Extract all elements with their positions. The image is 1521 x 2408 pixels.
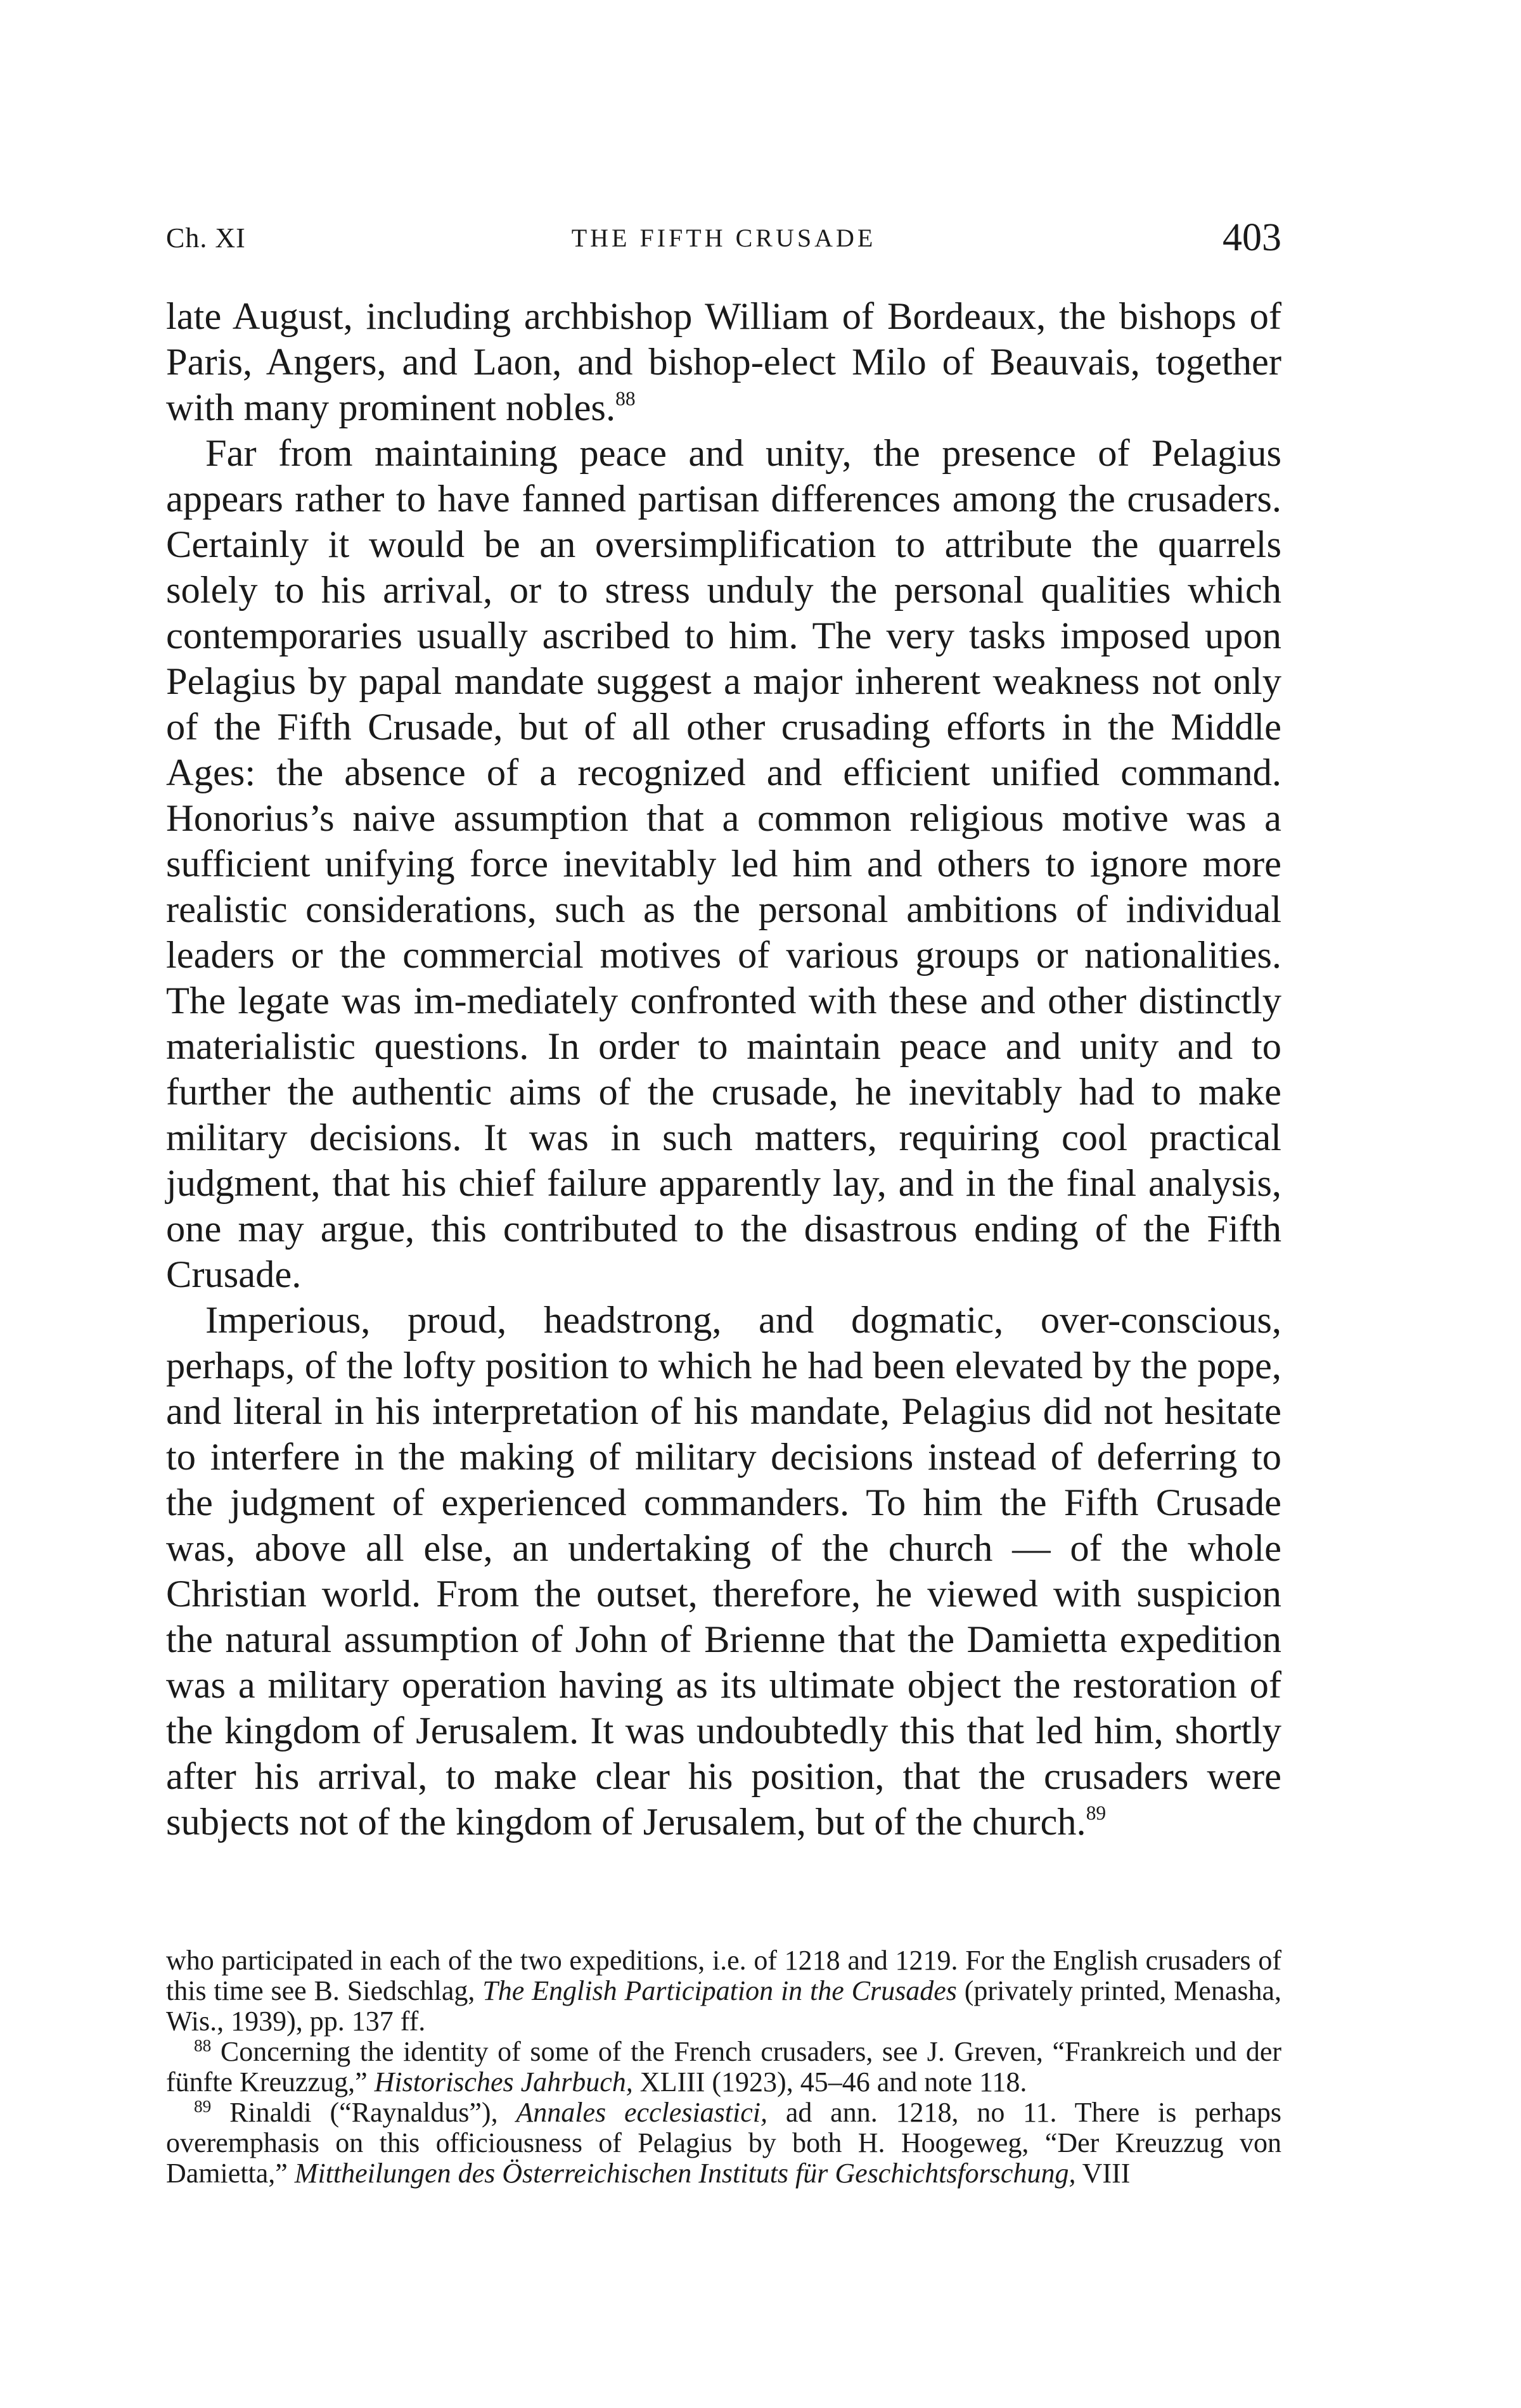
footnote-number: 89 bbox=[194, 2097, 212, 2116]
footnote-text: (privately printed, Menasha, Wis., 1939), pp. 137 ff. bbox=[166, 1975, 1282, 2037]
paragraph bbox=[166, 431, 1281, 1298]
footnote-number: 88 bbox=[194, 2036, 212, 2055]
footnote-text: Concerning the identity of some of the French crusaders, see J. Greven, “Frankreich und der fünfte Kreuzzug,” bbox=[166, 2036, 1281, 2097]
footnote-text: XLIII (1923), 45–46 and note 118. bbox=[632, 2066, 1027, 2097]
paragraph-text: Imperious, proud, headstrong, and dogmatic, over-conscious, perhaps, of the lofty position to which he had been elevated by the pope, and literal in his interpretation of his mandate, Pelagius did not hesitate to interfere in the making of military decisions instead of deferring to the judgment of experienced commanders. To him the Fifth Crusade was, above all else, an undertaking of the church — of the whole Christian world. From the outset, therefore, he viewed with suspicion the natural assumption of John of Brienne that the Damietta expedition was a military operation having as its ultimate object the restoration of the kingdom of Jerusalem. It was undoubtedly this that led him, shortly after his arrival, to make clear his position, that the crusaders were subjects not of the kingdom of Jerusalem, but of the church. bbox=[166, 1299, 1281, 1843]
running-head bbox=[166, 215, 1281, 266]
running-title: THE FIFTH CRUSADE bbox=[571, 224, 876, 252]
footnote-88 bbox=[166, 2037, 1281, 2097]
footnote-continuation bbox=[166, 1945, 1281, 2037]
footnote-title: The English Participation in the Crusades bbox=[482, 1975, 957, 2006]
paragraph-text: late August, including archbishop William of Bordeaux, the bishops of Paris, Angers, and Laon, and bishop-elect Milo of Beauvais, together with many prominent nobles. bbox=[166, 295, 1281, 429]
paragraph bbox=[166, 294, 1281, 431]
paragraph-text: Far from maintaining peace and unity, the presence of Pelagius appears rather to have fanned partisan differences among the crusaders. Certainly it would be an oversimplification to attribute the quarrels solely to his arrival, or to stress unduly the personal qualities which contemporaries usually ascribed to him. The very tasks imposed upon Pelagius by papal mandate suggest a major inherent weakness not only of the Fifth Crusade, but of all other crusading efforts in the Middle Ages: the absence of a recognized and efficient unified command. Honorius’s naive assumption that a common religious motive was a sufficient unifying force inevitably led him and others to ignore more realistic considerations, such as the personal ambitions of individual leaders or the commercial motives of various groups or nationalities. The legate was im-mediately confronted with these and other distinctly materialistic questions. In order to maintain peace and unity and to further the authentic aims of the crusade, he inevitably had to make military decisions. It was in such matters, requiring cool practical judgment, that his chief failure apparently lay, and in the final analysis, one may argue, this contributed to the disastrous ending of the Fifth Crusade. bbox=[166, 432, 1281, 1296]
footnote-text: VIII bbox=[1075, 2158, 1131, 2189]
footnotes bbox=[166, 1945, 1281, 2189]
main-text bbox=[166, 294, 1281, 1845]
footnote-89 bbox=[166, 2097, 1281, 2189]
footnote-title: Annales ecclesiastici, bbox=[516, 2097, 767, 2128]
paragraph bbox=[166, 1298, 1281, 1845]
footnote-text: who participated in each of the two expeditions, i.e. of 1218 and 1219. For the English crusaders of this time see B. Siedschlag, bbox=[166, 1945, 1281, 2006]
footnote-reference: 88 bbox=[615, 387, 636, 410]
footnote-title: Mittheilungen des Österreichischen Instituts für Geschichtsforschung, bbox=[294, 2158, 1076, 2189]
chapter-label: Ch. XI bbox=[166, 222, 246, 253]
footnote-title: Historisches Jahrbuch, bbox=[374, 2066, 633, 2097]
footnote-reference: 89 bbox=[1086, 1802, 1107, 1824]
page-number: 403 bbox=[1223, 216, 1281, 259]
footnote-text: Rinaldi (“Raynaldus”), bbox=[211, 2097, 517, 2128]
footnote-text: ad ann. 1218, no 11. There is perhaps overemphasis on this officiousness of Pelagius by both H. Hoogeweg, “Der Kreuzzug von Damietta,” bbox=[166, 2097, 1281, 2189]
